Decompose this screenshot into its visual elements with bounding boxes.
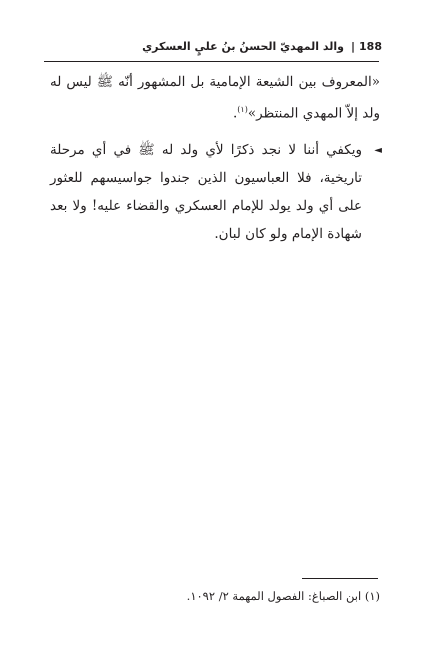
page-body [50,68,380,248]
quote-text: «المعروف بين الشيعة الإمامية بل المشهور أنّه ﷺ ليس له ولد إلاّ المهدي المنتظر» [50,74,380,122]
bullet-paragraph [50,136,380,248]
paragraph: «المعروف بين الشيعة الإمامية بل المشهور أنّه ﷺ ليس له ولد إلاّ المهدي المنتظر»$^{(١)}$. [50,74,380,122]
running-header [44,38,382,60]
page-number: 188 [359,40,382,53]
paragraph-text: ويكفي أننا لا نجد ذكرًا لأي ولد له ﷺ في أي مرحلة تاريخية، فلا العباسيون الذين جندوا جواسيسهم للعثور على أي ولد يولد للإمام العسكري والقضاء عليه! ولا بعد شهادة الإمام ولو كان لبان. [50,141,362,242]
header-separator: | [350,40,355,53]
bullet-arrow-icon: ◄ [374,144,382,156]
footnote-rule [302,578,378,579]
header-rule [44,61,379,62]
footnote-reference: (١) [237,105,248,114]
footnote: (١) ابن الصباغ: الفصول المهمة ٢/ ١٠٩٢. [186,589,380,603]
chapter-title: والد المهديّ الحسنُ بنُ عليٍ العسكري [142,40,344,53]
